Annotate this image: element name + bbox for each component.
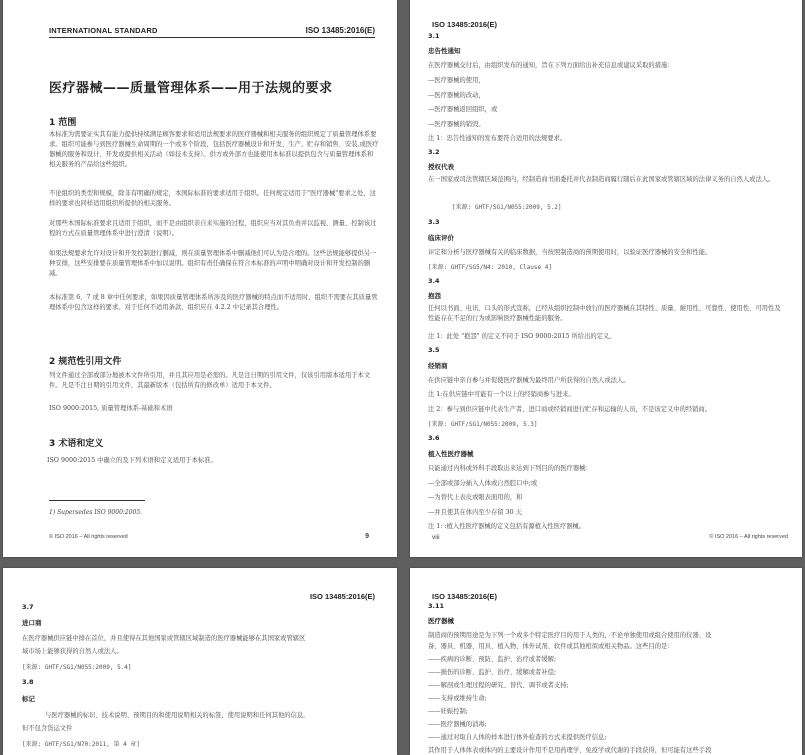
standard-number: ISO 13485:2016(E) <box>432 592 498 601</box>
term-title: 经销商 <box>428 362 448 370</box>
standard-number: ISO 13485:2016(E) <box>305 26 375 35</box>
term-definition: 在供应链中亲自参与并促使医疗器械为最终用户所获得的自然人或法人。 <box>428 377 630 384</box>
term-number: 3.5 <box>428 346 440 354</box>
term-number: 3.7 <box>22 603 34 611</box>
section-1-paragraph-4: 如果法规要求允许对设计和开发控制进行删减，则在质量管理体系中删减他们可认为是合理的。这些法规能够提供另一种安排，这些安排要在质量管理体系中加以说明。组织有责任确保在符合本标准的声明中明确对设计和开发控制的删减。 <box>49 250 377 277</box>
list-item: —全部或部分插入人体或自然腔口中;或 <box>428 480 538 487</box>
standard-type-label: INTERNATIONAL STANDARD <box>49 26 158 35</box>
list-item: ——通过对取自人体的样本进行体外检查的方式来提供医疗信息; <box>428 734 607 741</box>
standard-number: ISO 13485:2016(E) <box>309 592 375 601</box>
term-note: 注 1：忠告性通知的发布要符合适用的法规要求。 <box>428 135 567 142</box>
term-definition: 只能通过内科或外科手段取出来达到下列目的的医疗器械： <box>428 465 592 472</box>
page-number: viii <box>432 534 440 541</box>
list-item: ——医疗器械的消毒; <box>428 721 487 728</box>
list-item: ——疾病的诊断、预防、监护、治疗或者缓解; <box>428 656 557 663</box>
footnote: 1) Supersedes ISO 9000:2005. <box>49 509 143 516</box>
term-definition: 评定和分析与医疗器械有关的临床数据，当按照制造商的预期使用时，以验证医疗器械的安全和性能。 <box>428 249 712 256</box>
term-title: 标记 <box>22 695 35 703</box>
section-3-paragraph-1: ISO 9000:2015 中确立的及下列术语和定义适用于本标准。 <box>47 457 217 464</box>
standard-number: ISO 13485:2016(E) <box>432 20 498 29</box>
term-number: 3.8 <box>22 678 34 686</box>
document-page-1 <box>3 0 397 557</box>
term-source: [来源: GHTF/SG1/N70:2011, 第 4 章] <box>22 741 140 748</box>
term-title: 忠告性通知 <box>428 47 461 55</box>
term-definition: 在一国家或司法管辖区域范围内，经制造商书面委托并代表制造商履行随后在此国家或管辖区域的法律义务的自然人或法人。 <box>428 176 775 183</box>
term-title: 临床评价 <box>428 234 454 242</box>
term-number: 3.4 <box>428 277 440 285</box>
section-1-paragraph-2: 不论组织的类型和规模，除非有明确的规定，本国际标准的要求适用于组织。任何规定适用于"医疗器械"要求之处，这样的要求也同样适用组织所提供的相关服务。 <box>49 190 376 207</box>
term-source: [来源: GHTF/SG1/N055:2009, 5.3] <box>428 421 538 428</box>
term-source: [来源: GHTF/SG5/N4: 2010, Clause 4] <box>428 264 552 271</box>
term-definition: 域市场上能够获得的自然人或法人。 <box>22 648 123 655</box>
term-number: 3.11 <box>428 602 445 610</box>
list-item: ——损伤的诊断、监护、治疗、缓解或者补偿; <box>428 669 557 676</box>
term-definition: 与医疗器械的标识、技术说明、预期目的和使用说明相关的标签，使用说明和任何其他的信息, <box>45 712 306 719</box>
section-2-paragraph-1: 列文件通过全部或部分地被本文件所引用，并且其应用是必需的。凡是注日期的引用文件，仅该引用版本适用于本文件。凡是不注日期的引用文件，其最新版本（包括所有的修改单）适用于本文件。 <box>49 372 371 389</box>
term-note: 注 1: :植入性医疗器械的定义包括有源植入性医疗器械。 <box>428 523 586 530</box>
document-page-4 <box>410 568 802 755</box>
term-source: [来源: GHTF/SG1/N055:2009, 5.2] <box>452 204 562 211</box>
term-definition: 备、器具、机器、用具、植入物、体外试剂、软件或其他相似或相关物品。这些目的是： <box>428 643 674 650</box>
term-definition: 但不包含货运文件 <box>22 725 73 732</box>
term-number: 3.6 <box>428 434 440 442</box>
section-3-heading: 3 术语和定义 <box>49 439 104 449</box>
term-title: 抱怨 <box>428 292 441 300</box>
term-title: 医疗器械 <box>428 617 454 625</box>
term-definition: 在医疗器械供应链中排在首位，并且使得在其他国家或管辖区域制造的医疗器械能够在其国家或管辖区 <box>22 635 306 642</box>
term-title: 进口商 <box>22 619 42 627</box>
section-2-heading: 2 规范性引用文件 <box>49 357 122 367</box>
footer-copyright: © ISO 2016 – All rights reserved <box>49 534 128 540</box>
term-number: 3.2 <box>428 148 440 156</box>
term-title: 植入性医疗器械 <box>428 450 474 458</box>
footnote-rule <box>49 500 145 501</box>
document-page-2 <box>410 0 802 557</box>
header-rule <box>49 37 375 38</box>
page-title: 医疗器械——质量管理体系——用于法规的要求 <box>49 81 333 96</box>
list-item: —为替代上表皮或眼表面用的，和 <box>428 494 523 501</box>
footer-copyright: © ISO 2016 – All rights reserved <box>709 534 788 540</box>
section-1-paragraph-3: 对那些本国际标准要求且适用于组织，而不是由组织亲自来实施的过程，组织应当对其负责并以监视、测量、控制该过程的方式在质量管理体系中进行澄清（说明）。 <box>49 220 377 237</box>
term-note: 注 2：参与到供应链中代表生产者、进口商或经销商进行贮存和运输的人员，不是该定义中的经销商。 <box>428 406 712 413</box>
section-2-paragraph-2: ISO 9000:2015, 质量管理体系-基础和术语 <box>49 405 173 412</box>
term-title: 授权代表 <box>428 163 454 171</box>
section-1-paragraph-5: 本标准第 6、7 或 8 章中任何要求，如果因质量管理体系所涉及的医疗器械的特点而不适用时，组织不需要在其质量管理体系中包含这样的要求。对于任何不适用条款，组织应在 4.2.2 中记录其合理性。 <box>49 294 378 311</box>
list-item: ——解剖或生理过程的研究、替代、调节或者支持; <box>428 682 569 689</box>
term-definition: 在医疗器械交付后，由组织发布的通知，旨在下列方面给出补充信息或建议采取的措施： <box>428 62 674 69</box>
list-item: ——支持或维持生命; <box>428 695 487 702</box>
term-number: 3.3 <box>428 218 440 226</box>
term-source: [来源: GHTF/SG1/N055:2009, 5.4] <box>22 664 132 671</box>
section-1-heading: 1 范围 <box>49 118 77 128</box>
term-number: 3.1 <box>428 32 440 40</box>
term-definition: 任何以书面、电讯、口头的形式宣称，已经从组织控制中放行的医疗器械在其特性、质量、耐用性、可靠性、使用性、可用性及性能存在不足的行为或影响医疗器械性能的服务。 <box>428 305 781 322</box>
list-item: —医疗器械的使用， <box>428 77 485 84</box>
list-item: —医疗器械的改动， <box>428 92 485 99</box>
list-item: ——妊娠控制; <box>428 708 468 715</box>
list-item: —并且使其在体内至少存留 30 天 <box>428 509 522 516</box>
term-note: 注 1:在供应链中可能有一个以上的经销商参与进来。 <box>428 391 575 398</box>
document-page-3 <box>3 568 397 755</box>
term-definition: 其作用于人体体表或体内的主要设计作用不是用药理学、免疫学或代谢的手段获得，但可能有这些手段 <box>428 747 712 754</box>
page-number: 9 <box>365 533 369 540</box>
list-item: —医疗器械返回组织，或 <box>428 106 498 113</box>
term-definition: 制造商的预期用途是为下列一个或多个特定医疗目的用于人类的，不论单独使用或组合使用的仪器、设 <box>428 632 712 639</box>
section-1-paragraph-1: 本标准为需要证实其有能力提供持续满足顾客要求和适用法规要求的医疗器械和相关服务的组织规定了质量管理体系要求。组织可能参与到医疗器械生命周期的一个或多个阶段，包括医疗器械设计和开发、生产、贮存和销售、安装,或医疗器械的服务和设计、开发或提供相关活动（如技术支持）。供方或外部方也能使用本标准以提供包含与质量管理体系和相关服务的产品给这些组织。 <box>49 131 379 168</box>
term-note: 注 1：此处 "抱怨" 的定义不同于 ISO 9000:2015 所给出的定义。 <box>428 333 616 340</box>
list-item: —医疗器械的销毁。 <box>428 121 485 128</box>
